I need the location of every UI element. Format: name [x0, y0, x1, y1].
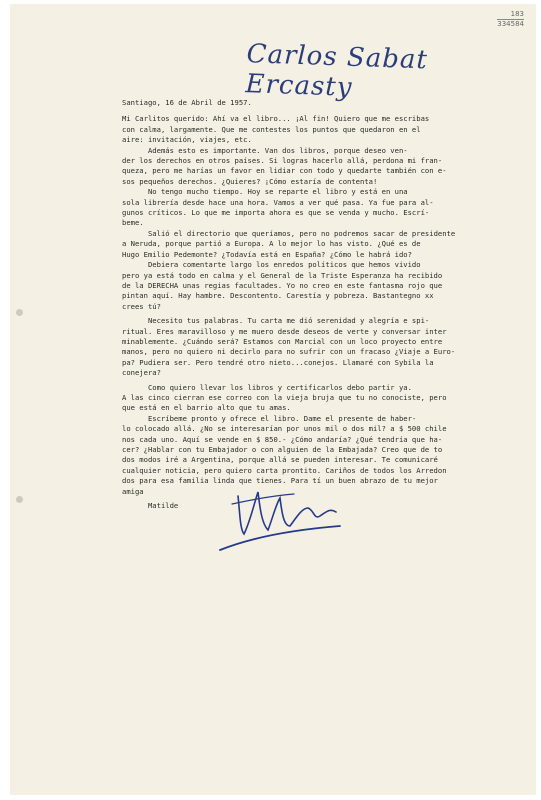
- author-handwritten-name: [238, 30, 528, 103]
- letter-paragraph: Debiera comentarte largo los enredos políticos que hemos vivido pero ya está todo en calma y el General de la Triste Esperanza ha recibido de la DERECHA unas regias facultades. Yo no creo en este fantasma rojo que pintan aquí. Hay hambre. Descontento. Carestía y pobreza. Bastantegno xx crees tú?: [122, 260, 443, 311]
- letter-paragraph: Además esto es importante. Van dos libros, porque deseo ven- der los derechos en otros países. Si logras hacerlo allá, perdona mi fran- queza, pero me harías un favor en lidiar con todo y quedarte también con e- sos pequeños derechos. ¿Quieres? ¡Cómo estaría de contenta!: [122, 145, 447, 186]
- letter-paragraph: Salió el directorio que queríamos, pero no podremos sacar de presidente a Neruda, porque partió a Europa. A lo mejor lo has visto. ¿Qué es de Hugo Emilio Pedemonte? ¿Todavía está en España? ¿Cómo le habrá ido?: [122, 228, 456, 259]
- letter-paragraph: Necesito tus palabras. Tu carta me dió serenidad y alegría e spi- ritual. Eres maravilloso y me muero desde deseos de verte y conversar inter minablemente. ¿Cuándo será? Estamos con Marcial con un loco proyecto entre manos, pero no quiero ni decirlo para no sufrir con un fracaso ¿Viaje a Euro- pa? Pudiera ser. Pero tendré otro nieto...conejos. Llamaré con Sybila la conejera?: [122, 316, 456, 378]
- author-name: Carlos Sabat Ercasty: [245, 39, 429, 103]
- letter-paragraph: Mi Carlitos querido: Ahí va el libro... ¡Al fin! Quiero que me escribas con calma, largamente. Que me contestes los puntos que quedaron en el aire: invitación, viajes, etc.: [122, 114, 430, 145]
- letter-date: Santiago, 16 de Abril de 1957.: [122, 98, 252, 107]
- letter-body: [122, 98, 532, 511]
- punch-hole: [16, 309, 23, 316]
- punch-hole: [16, 496, 23, 503]
- letter-paragraph: No tengo mucho tiempo. Hoy se reparte el libro y está en una sola librería desde hace una hora. Vamos a ver qué pasa. Ya fue para al- gunos críticos. Lo que me importa ahora es que se venda y mucho. Escrí- beme.: [122, 187, 434, 228]
- letter-paragraph: Escríbeme pronto y ofrece el libro. Dame el presente de haber- lo colocado allá. ¿No se interesarían por unos mil o dos mil? a $ 500 chile nos cada uno. Aquí se vende en $ 850.- ¿Cómo andaría? ¿Qué tendría que ha- cer? ¿Hablar con tu Embajador o con alguien de la Embajada? Creo que de to dos modos iré a Argentina, porque allá se pueden interesar. Te comunicaré cualquier noticia, pero quiero carta prontito. Cariños de todos los Arredon dos para esa familia linda que tienes. Para tí un buen abrazo de tu mejor amiga: [122, 413, 447, 496]
- letter-paragraph: Como quiero llevar los libros y certificarlos debo partir ya. A las cinco cierran ese correo con la vieja bruja que tu no conociste, pero que está en el barrio alto que tu amas.: [122, 382, 447, 413]
- archive-number-top: 183: [510, 10, 524, 18]
- archive-number-bottom: 334584: [497, 20, 524, 28]
- letter-sheet: [10, 4, 536, 795]
- handwritten-signature: [210, 474, 350, 564]
- letter-closing: Matilde: [122, 501, 179, 511]
- archive-number: [497, 10, 524, 29]
